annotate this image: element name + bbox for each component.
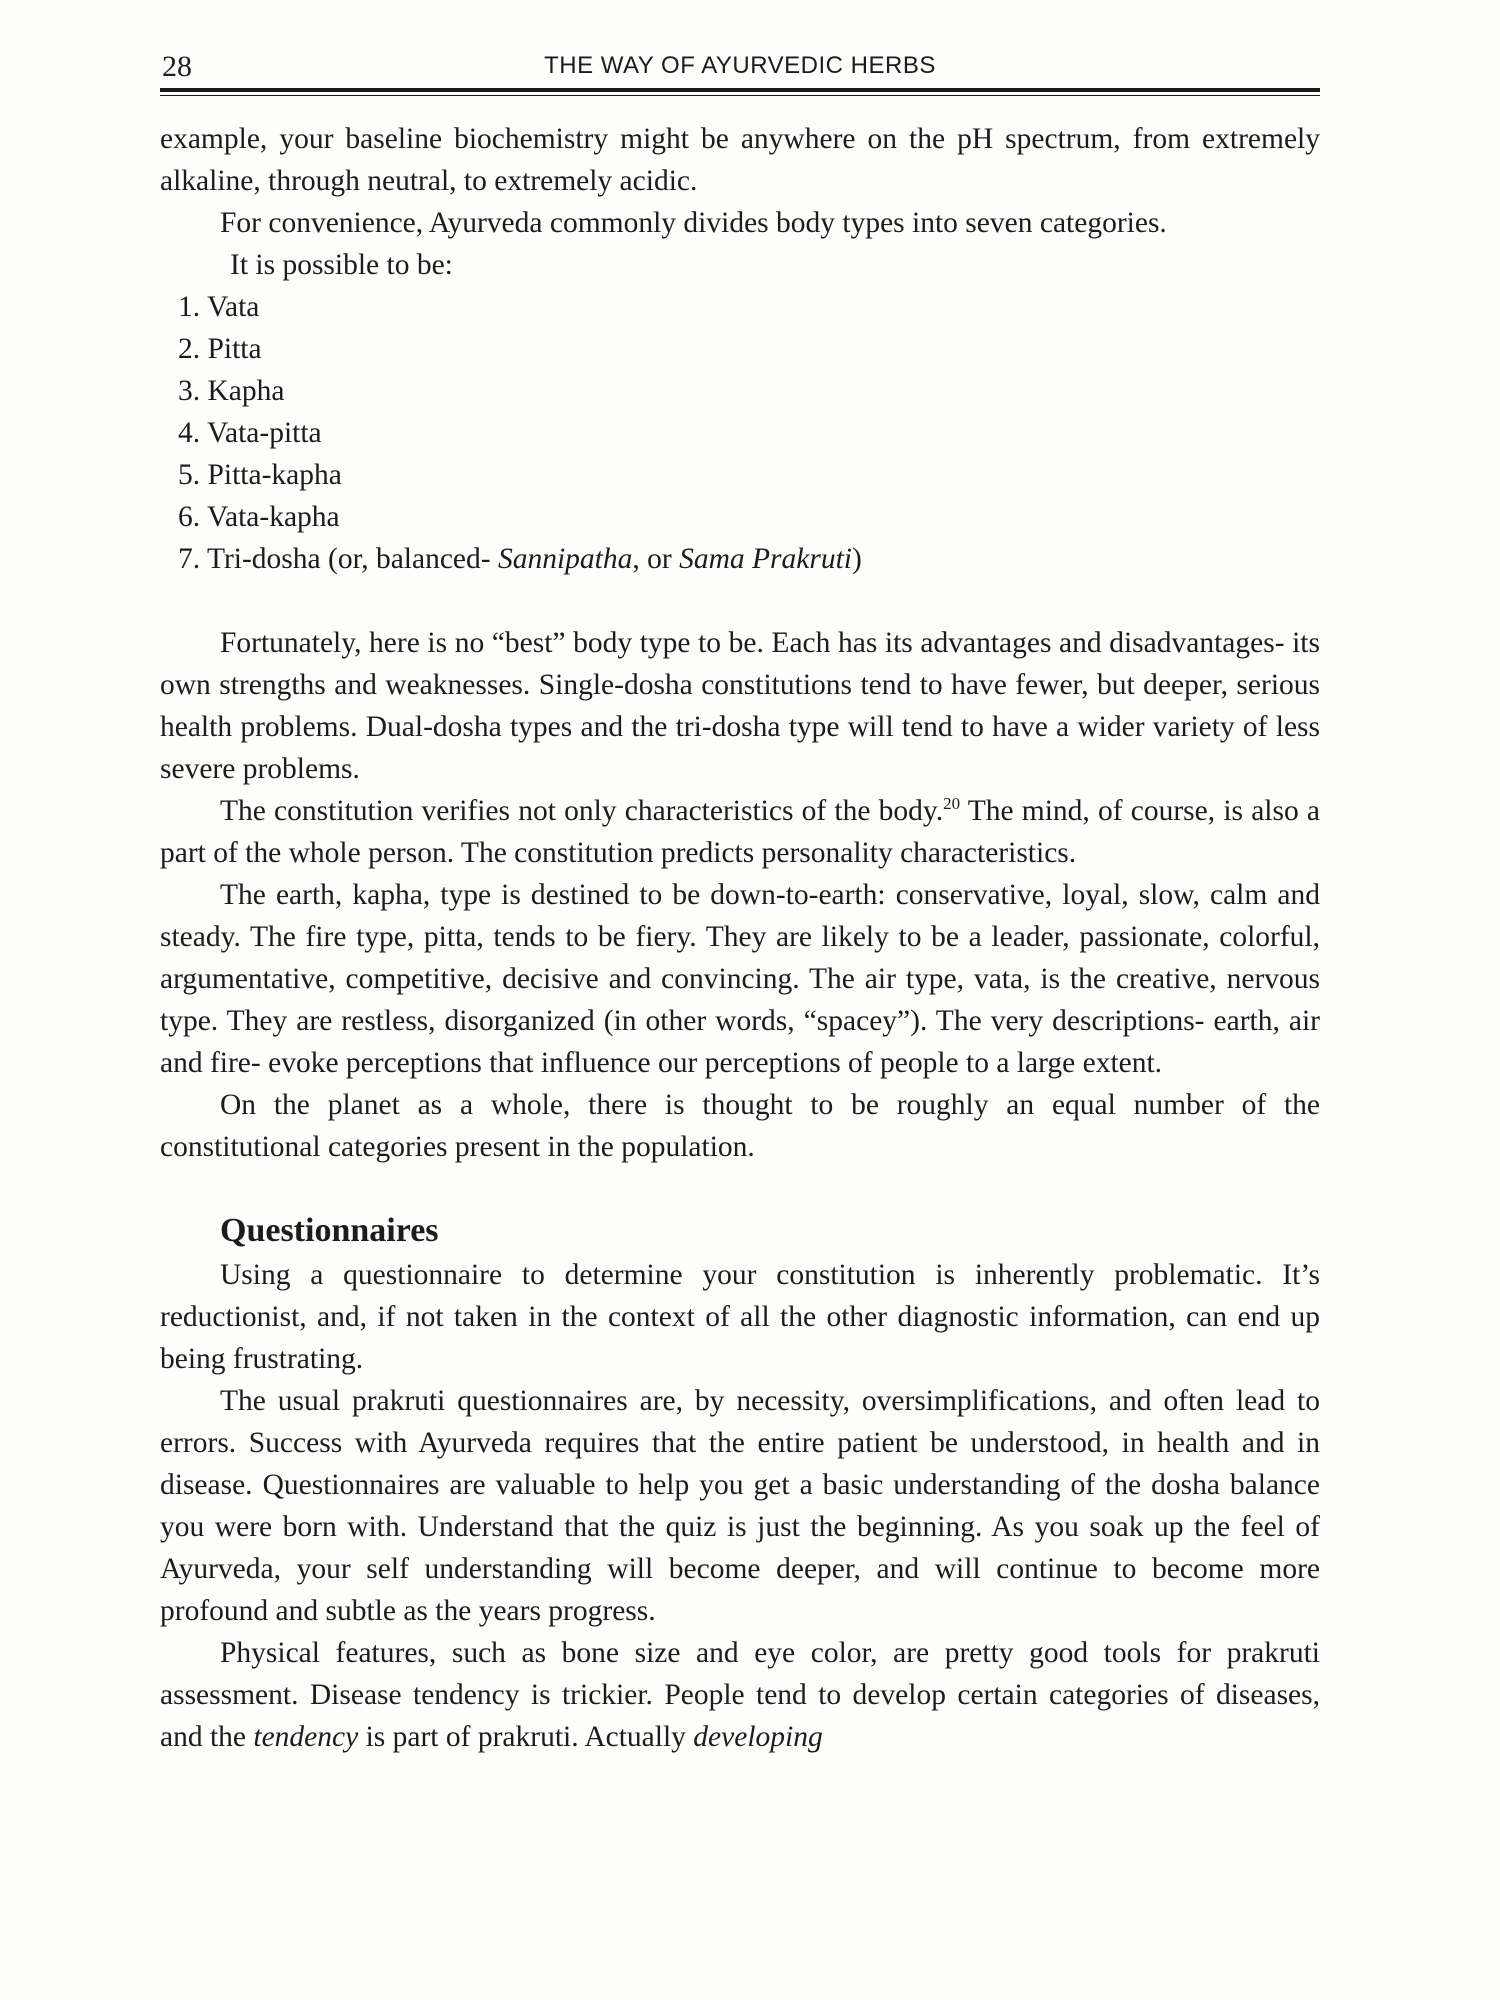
tridosha-prefix: 7. Tri-dosha (or, balanced- [178, 543, 498, 575]
paragraph-convenience: For convenience, Ayurveda commonly divides body types into seven categories. [220, 207, 1167, 239]
list-item: 2. Pitta [178, 333, 262, 365]
list-item: 6. Vata-kapha [178, 501, 340, 533]
constitution-text-b: The mind, of course, is also a part of the whole person. The constitution predicts personality characteristics. [160, 795, 1320, 869]
header-rule-thin [160, 95, 1320, 96]
paragraph-continuation: example, your baseline biochemistry might be anywhere on the pH spectrum, from extremely alkaline, through neutral, to extremely acidic. [160, 123, 1320, 197]
header-rule-thick [160, 88, 1320, 92]
section-heading: Questionnaires [220, 1212, 439, 1249]
page-body [160, 118, 1320, 1758]
term-sannipatha: Sannipatha [497, 543, 633, 575]
term-tendency: tendency [253, 1721, 359, 1753]
list-item: 4. Vata-pitta [178, 417, 322, 449]
footnote-marker: 20 [943, 794, 961, 814]
paragraph-questionnaire-problem: Using a questionnaire to determine your constitution is inherently problematic. It’s reductionist, and, if not taken in the context of all the other diagnostic information, can end up being frustrating. [160, 1259, 1320, 1375]
paragraph-physical-features [160, 1632, 1320, 1758]
list-item: 5. Pitta-kapha [178, 459, 342, 491]
paragraph-usual-questionnaires: The usual prakruti questionnaires are, by necessity, oversimplifications, and often lead to errors. Success with Ayurveda requires that the entire patient be understood, in health and in disease. Questionnaires are valuable to help you get a basic understanding of the dosha balance you were born with. Understand that the quiz is just the beginning. As you soak up the feel of Ayurveda, your self understanding will become deeper, and will continue to become more profound and subtle as the years progress. [160, 1385, 1320, 1627]
term-sama-prakruti: Sama Prakruti [679, 543, 852, 575]
paragraph-earth-type: The earth, kapha, type is destined to be down-to-earth: conservative, loyal, slow, calm and steady. The fire type, pitta, tends to be fiery. They are likely to be a leader, passionate, colorful, argumentative, competitive, decisive and convincing. The air type, vata, is the creative, nervous type. They are restless, disorganized (in other words, “spacey”). The very descriptions- earth, air and fire- evoke perceptions that influence our perceptions of people to a large extent. [160, 879, 1320, 1079]
list-item-tridosha [178, 538, 1320, 580]
constitution-text-a: The constitution verifies not only characteristics of the body. [220, 795, 944, 827]
physical-text-a: Physical features, such as bone size and eye color, are pretty good tools for prakruti assessment. Disease tendency is trickier. People tend to develop certain categories of diseases, and the [160, 1637, 1320, 1753]
page-number: 28 [162, 50, 192, 83]
page-header [160, 50, 1320, 90]
list-item: 3. Kapha [178, 375, 285, 407]
list-item: 1. Vata [178, 291, 260, 323]
physical-text-b: is part of prakruti. Actually [358, 1721, 694, 1753]
paragraph-planet: On the planet as a whole, there is thought to be roughly an equal number of the constitutional categories present in the population. [160, 1089, 1320, 1163]
body-type-list [160, 286, 1320, 580]
paragraph-constitution [160, 790, 1320, 874]
running-head: THE WAY OF AYURVEDIC HERBS [544, 52, 936, 79]
paragraph-fortunately: Fortunately, here is no “best” body type to be. Each has its advantages and disadvantages- its own strengths and weaknesses. Single-dosha constitutions tend to have fewer, but deeper, serious health problems. Dual-dosha types and the tri-dosha type will tend to have a wider variety of less severe problems. [160, 627, 1320, 785]
paragraph-gap [160, 580, 1320, 622]
tridosha-suffix: ) [852, 543, 862, 575]
paragraph-possible: It is possible to be: [230, 249, 453, 281]
tridosha-mid: , or [632, 543, 680, 575]
term-developing: developing [693, 1721, 823, 1753]
